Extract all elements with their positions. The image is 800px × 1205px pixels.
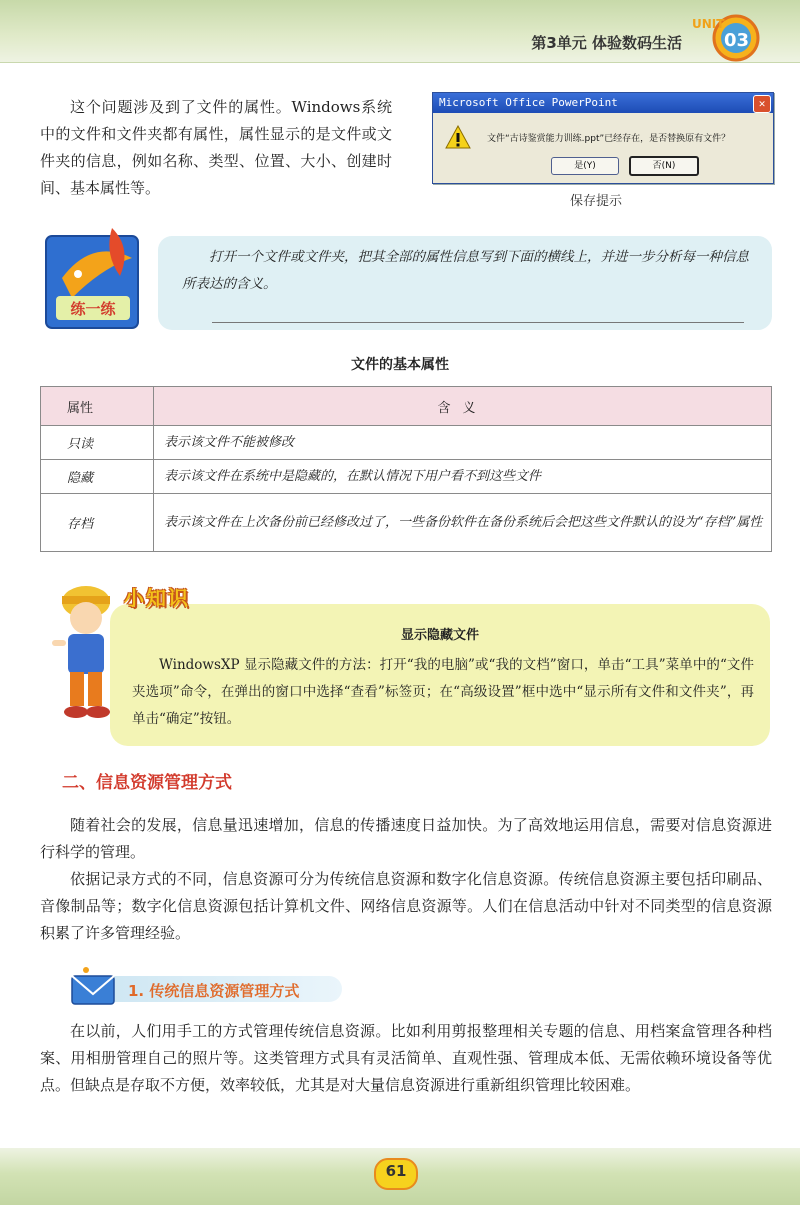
dialog-titlebar <box>433 93 773 113</box>
svg-text:练一练: 练一练 <box>70 300 116 318</box>
close-icon[interactable]: ✕ <box>753 95 771 113</box>
header-meaning: 含义 <box>154 387 772 426</box>
unit-badge-icon <box>684 8 762 64</box>
table-row <box>41 494 772 552</box>
svg-text:UNIT: UNIT <box>692 17 725 31</box>
header-attribute: 属性 <box>41 387 154 426</box>
envelope-icon <box>66 962 122 1008</box>
page-number: 61 <box>385 1162 407 1180</box>
tip-title: 显示隐藏文件 <box>400 628 479 643</box>
subheading: 1. 传统信息资源管理方式 <box>128 982 300 1000</box>
answer-line <box>212 322 744 323</box>
table-header-row <box>41 387 772 426</box>
practice-badge-icon <box>42 218 154 330</box>
attr-name: 隐藏 <box>41 460 154 494</box>
save-dialog <box>432 92 774 184</box>
mascot-icon <box>40 578 124 728</box>
attr-meaning: 表示该文件在系统中是隐藏的，在默认情况下用户看不到这些文件 <box>154 460 772 494</box>
tip-text: WindowsXP 显示隐藏文件的方法：打开“我的电脑”或“我的文档”窗口，单击“工具”菜单中的“文件夹选项”命令，在弹出的窗口中选择“查看”标签页；在“高级设置”框中选中“显示所有文件和文件夹”，再单击“确定”按钮。 <box>132 657 754 727</box>
attr-meaning: 表示该文件在上次备份前已经修改过了，一些备份软件在备份系统后会把这些文件默认的设为“存档”属性 <box>154 494 772 552</box>
attr-meaning: 表示该文件不能被修改 <box>154 426 772 460</box>
attr-name: 存档 <box>41 494 154 552</box>
svg-text:03: 03 <box>724 30 750 51</box>
section-heading: 二、信息资源管理方式 <box>62 773 232 793</box>
warning-icon <box>445 125 471 149</box>
section-paragraph-2: 依据记录方式的不同，信息资源可分为传统信息资源和数字化信息资源。传统信息资源主要包括印刷品、音像制品等；数字化信息资源包括计算机文件、网络信息资源等。人们在信息活动中针对不同类型的信息资源积累了许多管理经验。 <box>40 870 772 942</box>
section-paragraph-1: 随着社会的发展，信息量迅速增加，信息的传播速度日益加快。为了高效地运用信息，需要对信息资源进行科学的管理。 <box>40 816 772 861</box>
yes-button[interactable]: 是(Y) <box>551 157 619 175</box>
intro-paragraph: 这个问题涉及到了文件的属性。Windows系统中的文件和文件夹都有属性，属性显示的是文件或文件夹的信息，例如名称、类型、位置、大小、创建时间、基本属性等。 <box>40 98 392 197</box>
tip-heading-art: 小知识 <box>124 586 190 610</box>
dialog-title: Microsoft Office PowerPoint <box>439 96 618 109</box>
section-paragraph-3: 在以前，人们用手工的方式管理传统信息资源。比如利用剪报整理相关专题的信息、用档案盒管理各种档案、用相册管理自己的照片等。这类管理方式具有灵活简单、直观性强、管理成本低、无需依赖环境设备等优点。但缺点是存取不方便，效率较低，尤其是对大量信息资源进行重新组织管理比较困难。 <box>40 1022 772 1094</box>
table-title: 文件的基本属性 <box>351 357 449 373</box>
unit-title: 第3单元 体验数码生活 <box>531 34 682 52</box>
table-row <box>41 460 772 494</box>
dialog-message: 文件“古诗鉴赏能力训练.ppt”已经存在，是否替换原有文件？ <box>487 134 731 144</box>
practice-text: 打开一个文件或文件夹，把其全部的属性信息写到下面的横线上，并进一步分析每一种信息所表达的含义。 <box>182 249 749 292</box>
no-button[interactable]: 否(N) <box>629 156 699 176</box>
attr-name: 只读 <box>41 426 154 460</box>
dialog-caption: 保存提示 <box>570 194 623 209</box>
table-row <box>41 426 772 460</box>
attributes-table <box>40 386 772 552</box>
